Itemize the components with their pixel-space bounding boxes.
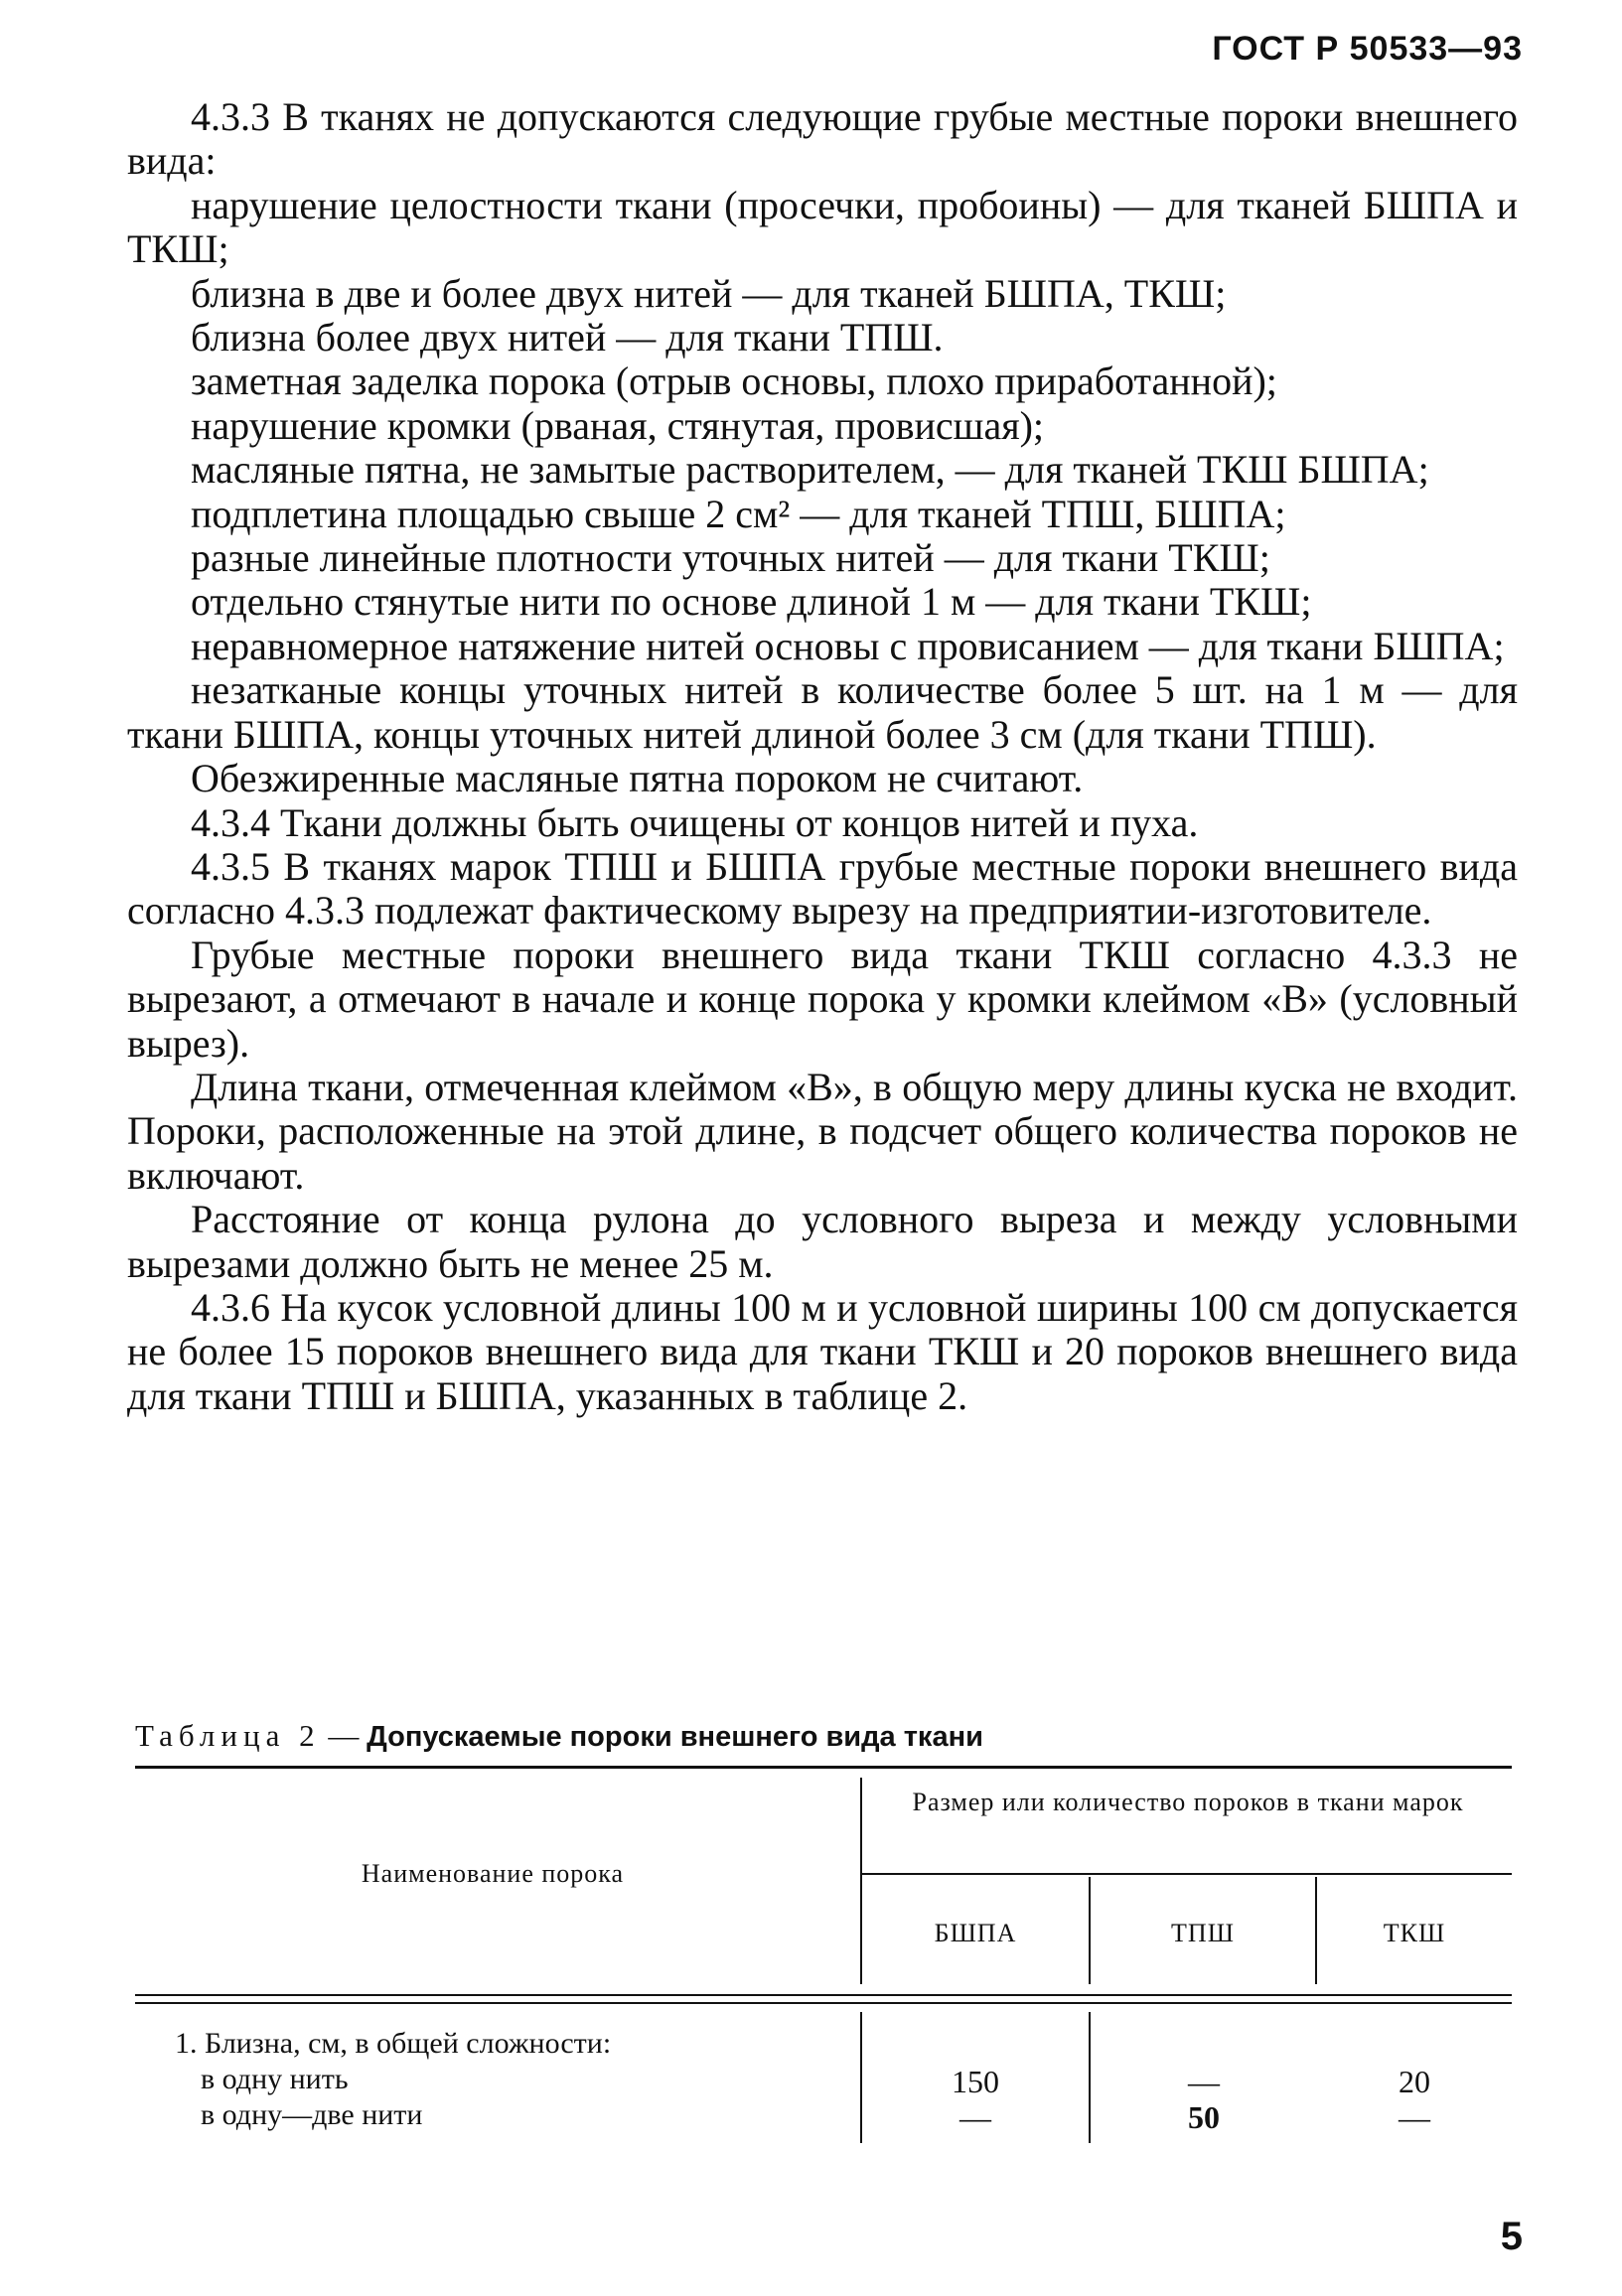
list-item: отдельно стянутые нити по основе длиной 1 м — для ткани ТКШ; (191, 579, 1312, 625)
table-cell: 50 (1188, 2099, 1220, 2135)
defects-table (135, 1766, 1512, 2143)
table-column-divider (860, 1778, 862, 1984)
table-header-bshpa: БШПА (934, 1919, 1017, 1947)
table-header-double-rule (135, 2002, 1512, 2004)
document-header: ГОСТ Р 50533—93 (1212, 30, 1523, 68)
page-number: 5 (1500, 2215, 1523, 2258)
list-item: масляные пятна, не замытые растворителем, — для тканей ТКШ БШПА; (191, 447, 1429, 493)
table-row-label: в одну нить (201, 2063, 349, 2095)
list-item: близна в две и более двух нитей — для тканей БШПА, ТКШ; (191, 270, 1227, 316)
body-text (127, 95, 1518, 1418)
paragraph-4-3-6: 4.3.6 На кусок условной длины 100 м и условной ширины 100 см допускается не более 15 пороков внешнего вида для ткани ТКШ и 20 пороков внешнего вида для ткани ТПШ и БШПА, указанных в таблице 2. (127, 1284, 1518, 1418)
paragraph-4-3-5: 4.3.5 В тканях марок ТПШ и БШПА грубые местные пороки внешнего вида согласно 4.3.3 подлежат фактическому вырезу на предприятии-изготовителе. (127, 843, 1518, 933)
table-caption-label: Таблица 2 (135, 1718, 321, 1753)
list-item: неравномерное натяжение нитей основы с провисанием — для ткани БШПА; (191, 623, 1505, 668)
table-column-divider (860, 2012, 862, 2143)
table-caption-dash: — (320, 1718, 368, 1753)
list-item: близна более двух нитей — для ткани ТПШ. (191, 315, 944, 360)
table-cell: 20 (1399, 2064, 1430, 2099)
table-header-double-rule (135, 1994, 1512, 1996)
list-item: незатканые концы уточных нитей в количестве более 5 шт. на 1 м — для ткани БШПА, концы уточных нитей длиной более 3 см (для ткани ТПШ). (127, 667, 1518, 757)
paragraph-4-3-3: 4.3.3 В тканях не допускаются следующие грубые местные пороки внешнего вида: (127, 94, 1518, 184)
table-row-label: в одну—две нити (201, 2098, 423, 2131)
table-cell: — (1188, 2064, 1220, 2099)
table-header-group: Размер или количество пороков в ткани марок (912, 1788, 1464, 1816)
table-top-rule (135, 1766, 1512, 1769)
table-header-defect-name: Наименование порока (361, 1859, 625, 1888)
table-header-tpsh: ТПШ (1171, 1919, 1235, 1947)
table-cell: 150 (952, 2064, 999, 2099)
table-group-rule (862, 1873, 1512, 1875)
table-row-title: 1. Близна, см, в общей сложности: (175, 2027, 612, 2060)
paragraph-distance: Расстояние от конца рулона до условного выреза и между условными вырезами должно быть не менее 25 м. (127, 1197, 1518, 1286)
table-header-tksh: ТКШ (1383, 1919, 1446, 1947)
list-item: заметная заделка порока (отрыв основы, плохо приработанной); (191, 359, 1277, 404)
table-caption (135, 1718, 983, 1754)
list-item: нарушение кромки (рваная, стянутая, провисшая); (191, 402, 1045, 448)
table-cell: — (959, 2099, 991, 2135)
table-caption-title: Допускаемые пороки внешнего вида ткани (367, 1721, 983, 1753)
list-item: разные линейные плотности уточных нитей — для ткани ТКШ; (191, 535, 1270, 581)
paragraph-length: Длина ткани, отмеченная клеймом «В», в общую меру длины куска не входит. Пороки, расположенные на этой длине, в подсчет общего количества пороков не включают. (127, 1064, 1518, 1198)
paragraph-note: Обезжиренные масляные пятна пороком не считают. (191, 756, 1084, 801)
paragraph-tksh-marking: Грубые местные пороки внешнего вида ткани ТКШ согласно 4.3.3 не вырезают, а отмечают в начале и конце порока у кромки клеймом «В» (условный вырез). (127, 932, 1518, 1066)
paragraph-4-3-4: 4.3.4 Ткани должны быть очищены от концов нитей и пуха. (191, 799, 1199, 845)
list-item: нарушение целостности ткани (просечки, пробоины) — для тканей БШПА и ТКШ; (127, 182, 1518, 272)
table-cell: — (1399, 2099, 1430, 2135)
table-column-divider (1089, 2012, 1091, 2143)
list-item: подплетина площадью свыше 2 см² — для тканей ТПШ, БШПА; (191, 491, 1286, 536)
